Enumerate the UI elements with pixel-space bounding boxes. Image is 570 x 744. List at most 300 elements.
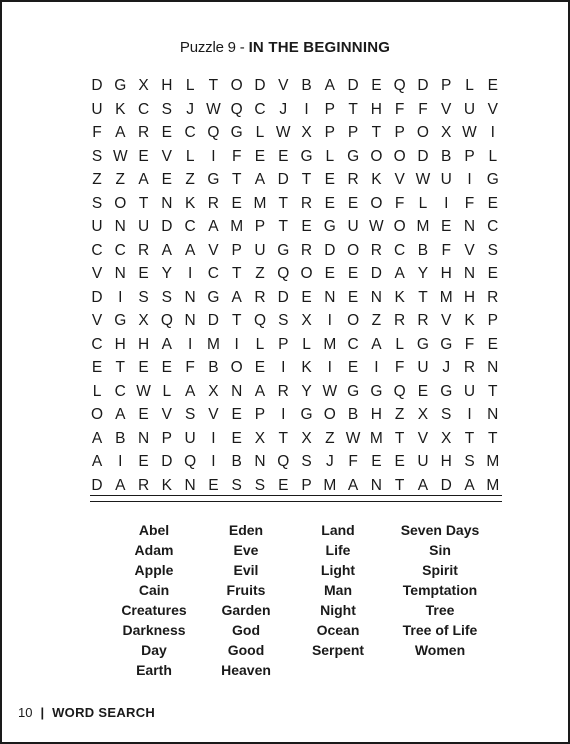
word-item: Seven Days	[400, 522, 480, 538]
grid-letter: O	[114, 194, 127, 212]
grid-letter: H	[137, 335, 150, 353]
grid-letter: A	[161, 335, 173, 353]
word-item: Life	[325, 542, 351, 558]
word-item: Ocean	[316, 622, 360, 638]
grid-letter: V	[441, 312, 452, 329]
grid-letter: W	[275, 124, 291, 141]
grid-letter: E	[487, 77, 498, 94]
grid-letter: X	[417, 406, 429, 423]
grid-row	[88, 168, 502, 192]
grid-letter: W	[322, 382, 338, 400]
grid-letter: N	[114, 265, 126, 282]
word-item: Creatures	[121, 602, 187, 618]
grid-letter: G	[230, 124, 243, 141]
grid-letter: M	[323, 335, 337, 353]
grid-letter: N	[184, 476, 196, 494]
grid-letter: O	[347, 312, 360, 329]
grid-letter: B	[417, 241, 429, 259]
grid-letter: E	[347, 265, 359, 282]
grid-letter: Q	[184, 453, 197, 470]
grid-letter: T	[301, 171, 312, 188]
grid-letter: A	[347, 476, 359, 494]
word-item: Fruits	[226, 582, 266, 598]
grid-row	[88, 380, 502, 404]
grid-letter: A	[324, 77, 335, 94]
grid-letter: U	[463, 100, 476, 118]
grid-letter: S	[301, 453, 312, 470]
grid-letter: F	[231, 147, 242, 165]
grid-letter: Y	[301, 382, 312, 400]
grid-letter: I	[211, 429, 216, 447]
grid-letter: S	[254, 476, 266, 494]
grid-letter: A	[254, 171, 266, 188]
grid-letter: K	[394, 288, 405, 306]
grid-letter: G	[370, 382, 383, 400]
grid-letter: F	[348, 453, 358, 470]
grid-letter: H	[463, 288, 476, 306]
grid-letter: I	[490, 124, 495, 141]
grid-letter: G	[300, 147, 313, 165]
grid-letter: T	[278, 429, 288, 447]
word-item: Adam	[134, 542, 174, 558]
grid-letter: K	[115, 100, 126, 118]
grid-letter: S	[161, 288, 173, 306]
grid-letter: H	[114, 335, 126, 353]
grid-letter: A	[371, 335, 382, 353]
grid-letter: W	[136, 382, 151, 400]
grid-letter: Q	[160, 312, 173, 329]
grid-letter: R	[137, 124, 150, 141]
grid-letter: E	[161, 124, 173, 141]
grid-letter: D	[91, 476, 103, 494]
grid-row	[88, 286, 502, 310]
grid-letter: W	[206, 100, 221, 118]
word-item: Land	[321, 522, 355, 538]
grid-letter: P	[441, 77, 452, 94]
grid-letter: E	[371, 453, 382, 470]
puzzle-name: IN THE BEGINNING	[248, 39, 391, 56]
grid-letter: A	[208, 218, 219, 235]
grid-letter: E	[138, 265, 149, 282]
grid-letter: O	[230, 77, 243, 94]
grid-letter: L	[162, 382, 172, 400]
grid-letter: M	[253, 194, 267, 212]
grid-letter: N	[161, 194, 173, 212]
grid-letter: L	[302, 335, 311, 353]
grid-letter: U	[91, 218, 103, 235]
grid-letter: N	[370, 288, 382, 306]
grid-letter: F	[394, 194, 405, 212]
grid-letter: X	[301, 429, 312, 447]
grid-letter: V	[417, 429, 429, 447]
grid-letter: Q	[393, 382, 406, 400]
grid-row	[88, 239, 502, 263]
grid-letter: C	[184, 218, 196, 235]
grid-letter: Z	[325, 429, 335, 447]
grid-letter: E	[301, 288, 312, 306]
grid-letter: E	[441, 218, 452, 235]
grid-letter: C	[91, 241, 103, 259]
grid-letter: A	[184, 382, 196, 400]
word-item: Garden	[221, 602, 271, 618]
puzzle-title	[2, 38, 568, 58]
grid-letter: P	[394, 124, 405, 141]
grid-letter: F	[185, 359, 195, 376]
grid-letter: T	[138, 194, 149, 212]
grid-letter: E	[278, 476, 289, 494]
grid-letter: R	[300, 194, 313, 212]
grid-letter: E	[254, 359, 266, 376]
grid-letter: I	[211, 453, 216, 470]
grid-letter: T	[418, 288, 428, 306]
word-list-column	[112, 520, 196, 680]
grid-letter: C	[394, 241, 406, 259]
grid-letter: Y	[161, 265, 173, 282]
page-footer	[18, 705, 155, 721]
grid-letter: R	[370, 241, 382, 259]
grid-letter: H	[440, 453, 452, 470]
grid-row	[88, 333, 502, 357]
grid-letter: C	[347, 335, 359, 353]
grid-letter: T	[231, 171, 242, 188]
grid-letter: I	[467, 171, 472, 188]
grid-letter: E	[138, 359, 149, 376]
grid-row	[88, 356, 502, 380]
grid-letter: X	[254, 429, 266, 447]
grid-letter: E	[138, 406, 149, 423]
grid-letter: K	[161, 476, 173, 494]
grid-letter: I	[234, 335, 239, 353]
grid-letter: V	[441, 100, 452, 118]
grid-letter: Z	[115, 171, 126, 188]
grid-letter: P	[324, 124, 335, 141]
grid-letter: O	[370, 194, 383, 212]
grid-letter: V	[91, 312, 103, 329]
grid-letter: B	[347, 406, 359, 423]
grid-letter: Q	[207, 124, 220, 141]
grid-letter: V	[161, 147, 173, 165]
grid-letter: Q	[253, 312, 266, 329]
grid-letter: M	[369, 429, 383, 447]
grid-letter: S	[231, 476, 242, 494]
grid-row	[88, 74, 502, 98]
grid-letter: N	[370, 476, 382, 494]
letter-grid	[88, 74, 502, 497]
grid-letter: D	[347, 77, 359, 94]
grid-letter: M	[486, 453, 500, 470]
grid-letter: D	[91, 288, 103, 306]
grid-letter: C	[114, 241, 126, 259]
grid-letter: K	[184, 194, 196, 212]
grid-letter: G	[277, 241, 290, 259]
grid-letter: F	[441, 241, 451, 259]
grid-letter: L	[92, 382, 102, 400]
grid-row	[88, 309, 502, 333]
grid-letter: V	[208, 241, 219, 259]
word-item: Tree	[425, 602, 455, 618]
grid-letter: R	[300, 241, 313, 259]
word-item: Day	[141, 642, 167, 658]
grid-letter: D	[277, 288, 289, 306]
grid-letter: E	[231, 406, 242, 423]
grid-letter: E	[324, 265, 335, 282]
grid-letter: Z	[92, 171, 102, 188]
grid-letter: D	[417, 77, 429, 94]
grid-letter: D	[207, 312, 219, 329]
grid-letter: O	[90, 406, 104, 423]
grid-letter: A	[254, 382, 266, 400]
grid-letter: B	[208, 359, 219, 376]
grid-letter: P	[347, 124, 359, 141]
grid-letter: G	[207, 288, 220, 306]
grid-letter: T	[488, 382, 498, 400]
grid-letter: N	[114, 218, 126, 235]
grid-letter: P	[231, 241, 242, 259]
grid-letter: C	[184, 124, 196, 141]
word-item: Tree of Life	[402, 622, 478, 638]
grid-letter: E	[347, 359, 359, 376]
grid-row	[88, 427, 502, 451]
word-item: Temptation	[402, 582, 478, 598]
grid-letter: U	[347, 218, 359, 235]
page-number: 10	[18, 705, 33, 720]
grid-letter: A	[115, 406, 126, 423]
grid-letter: G	[347, 147, 360, 165]
grid-letter: V	[208, 406, 219, 423]
grid-letter: T	[371, 124, 382, 141]
grid-letter: R	[487, 288, 499, 306]
grid-letter: H	[440, 265, 452, 282]
grid-letter: Q	[277, 265, 290, 282]
grid-letter: F	[394, 100, 405, 118]
grid-letter: E	[278, 147, 289, 165]
grid-letter: L	[185, 147, 195, 165]
grid-letter: E	[231, 429, 242, 447]
grid-letter: E	[231, 194, 242, 212]
grid-letter: I	[118, 288, 123, 306]
grid-letter: U	[91, 100, 103, 118]
grid-letter: O	[347, 241, 360, 259]
grid-letter: A	[417, 476, 429, 494]
grid-letter: L	[255, 335, 265, 353]
grid-letter: N	[487, 406, 499, 423]
grid-letter: V	[464, 241, 475, 259]
grid-letter: I	[118, 453, 123, 470]
section-title: WORD SEARCH	[52, 705, 156, 720]
word-list-column	[296, 520, 380, 680]
grid-letter: V	[487, 100, 498, 118]
grid-letter: G	[114, 77, 127, 94]
grid-letter: U	[440, 171, 452, 188]
grid-letter: X	[138, 77, 149, 94]
grid-letter: U	[417, 453, 429, 470]
grid-letter: X	[138, 312, 149, 329]
grid-letter: P	[301, 476, 312, 494]
grid-letter: R	[417, 312, 429, 329]
grid-letter: I	[304, 100, 309, 118]
grid-letter: J	[279, 100, 288, 118]
grid-letter: O	[416, 124, 429, 141]
grid-letter: Z	[394, 406, 405, 423]
word-item: Cain	[138, 582, 170, 598]
grid-letter: L	[185, 77, 195, 94]
grid-letter: M	[416, 218, 430, 235]
grid-letter: C	[137, 100, 150, 118]
grid-row	[88, 215, 502, 239]
grid-letter: L	[488, 147, 498, 165]
grid-letter: G	[300, 406, 313, 423]
grid-letter: Q	[230, 100, 243, 118]
grid-row	[88, 262, 502, 286]
grid-letter: R	[277, 382, 289, 400]
grid-letter: I	[327, 359, 332, 376]
grid-letter: U	[463, 382, 476, 400]
grid-letter: E	[301, 218, 312, 235]
grid-letter: F	[464, 335, 475, 353]
grid-letter: L	[255, 124, 265, 141]
grid-letter: J	[325, 453, 334, 470]
grid-letter: D	[417, 147, 429, 165]
grid-row	[88, 403, 502, 427]
grid-row	[88, 450, 502, 474]
grid-letter: A	[464, 476, 475, 494]
word-item: Evil	[233, 562, 259, 578]
word-item: Eden	[228, 522, 264, 538]
grid-letter: E	[254, 147, 266, 165]
grid-letter: P	[278, 335, 289, 353]
grid-letter: W	[462, 124, 477, 141]
grid-letter: O	[393, 147, 406, 165]
grid-letter: C	[91, 335, 103, 353]
grid-letter: F	[394, 359, 405, 376]
grid-letter: F	[464, 194, 475, 212]
grid-letter: R	[463, 359, 476, 376]
grid-letter: E	[324, 194, 335, 212]
grid-letter: B	[115, 429, 126, 447]
grid-letter: K	[371, 171, 382, 188]
grid-letter: T	[115, 359, 126, 376]
grid-letter: T	[394, 429, 405, 447]
grid-letter: U	[184, 429, 196, 447]
grid-letter: G	[114, 312, 127, 329]
grid-letter: G	[207, 171, 220, 188]
grid-letter: O	[230, 359, 243, 376]
grid-row	[88, 474, 502, 498]
grid-letter: R	[394, 312, 406, 329]
grid-letter: E	[487, 194, 498, 212]
word-item: Night	[320, 602, 356, 618]
grid-letter: I	[281, 359, 286, 376]
grid-letter: R	[137, 476, 150, 494]
grid-letter: S	[184, 406, 196, 423]
grid-letter: C	[254, 100, 266, 118]
grid-letter: J	[186, 100, 194, 118]
grid-letter: D	[161, 453, 173, 470]
grid-letter: D	[440, 476, 452, 494]
grid-letter: X	[301, 124, 312, 141]
grid-letter: L	[395, 335, 404, 353]
grid-letter: N	[463, 218, 476, 235]
grid-letter: Z	[185, 171, 195, 188]
grid-letter: I	[281, 406, 286, 423]
grid-letter: N	[184, 288, 196, 306]
grid-letter: G	[440, 335, 453, 353]
word-item: Light	[320, 562, 356, 578]
grid-letter: E	[487, 335, 498, 353]
grid-letter: D	[370, 265, 382, 282]
grid-letter: A	[115, 124, 126, 141]
grid-letter: A	[91, 453, 103, 470]
grid-letter: N	[231, 382, 243, 400]
grid-letter: E	[371, 77, 382, 94]
grid-letter: E	[208, 476, 219, 494]
grid-letter: G	[486, 171, 499, 188]
grid-letter: X	[208, 382, 219, 400]
grid-letter: W	[415, 171, 431, 188]
grid-letter: S	[91, 147, 103, 165]
grid-letter: M	[323, 476, 337, 494]
grid-letter: S	[441, 406, 452, 423]
grid-row	[88, 192, 502, 216]
grid-letter: V	[161, 406, 173, 423]
grid-letter: E	[324, 171, 335, 188]
grid-letter: N	[184, 312, 196, 329]
grid-letter: E	[161, 359, 173, 376]
grid-letter: W	[345, 429, 361, 447]
grid-letter: J	[442, 359, 451, 376]
grid-row	[88, 98, 502, 122]
word-item: Apple	[134, 562, 174, 578]
grid-letter: Y	[417, 265, 429, 282]
grid-letter: N	[324, 288, 336, 306]
grid-letter: T	[278, 218, 288, 235]
grid-letter: M	[230, 218, 244, 235]
grid-letter: T	[231, 265, 242, 282]
grid-letter: C	[114, 382, 126, 400]
grid-letter: N	[137, 429, 150, 447]
grid-letter: P	[487, 312, 498, 329]
word-list-column	[204, 520, 288, 680]
grid-letter: P	[324, 100, 335, 118]
word-item: Sin	[429, 542, 451, 558]
grid-letter: S	[278, 312, 289, 329]
grid-letter: A	[394, 265, 405, 282]
grid-letter: X	[301, 312, 312, 329]
grid-letter: U	[417, 359, 429, 376]
grid-letter: D	[161, 218, 173, 235]
grid-letter: D	[91, 77, 103, 94]
grid-letter: B	[301, 77, 312, 94]
grid-letter: M	[439, 288, 453, 306]
grid-letter: I	[467, 406, 472, 423]
word-item: Heaven	[221, 662, 271, 678]
grid-letter: P	[254, 406, 266, 423]
word-item: Darkness	[122, 622, 186, 638]
grid-letter: B	[231, 453, 242, 470]
grid-letter: E	[138, 453, 149, 470]
grid-letter: E	[394, 453, 405, 470]
grid-letter: S	[91, 194, 103, 212]
puzzle-number: Puzzle 9 -	[179, 39, 249, 56]
grid-letter: L	[418, 194, 428, 212]
grid-letter: I	[327, 312, 332, 329]
grid-letter: Z	[371, 312, 382, 329]
footer-separator: |	[40, 705, 45, 720]
word-item: Good	[227, 642, 265, 658]
grid-letter: Q	[277, 453, 290, 470]
grid-letter: P	[161, 429, 173, 447]
grid-letter: C	[207, 265, 219, 282]
